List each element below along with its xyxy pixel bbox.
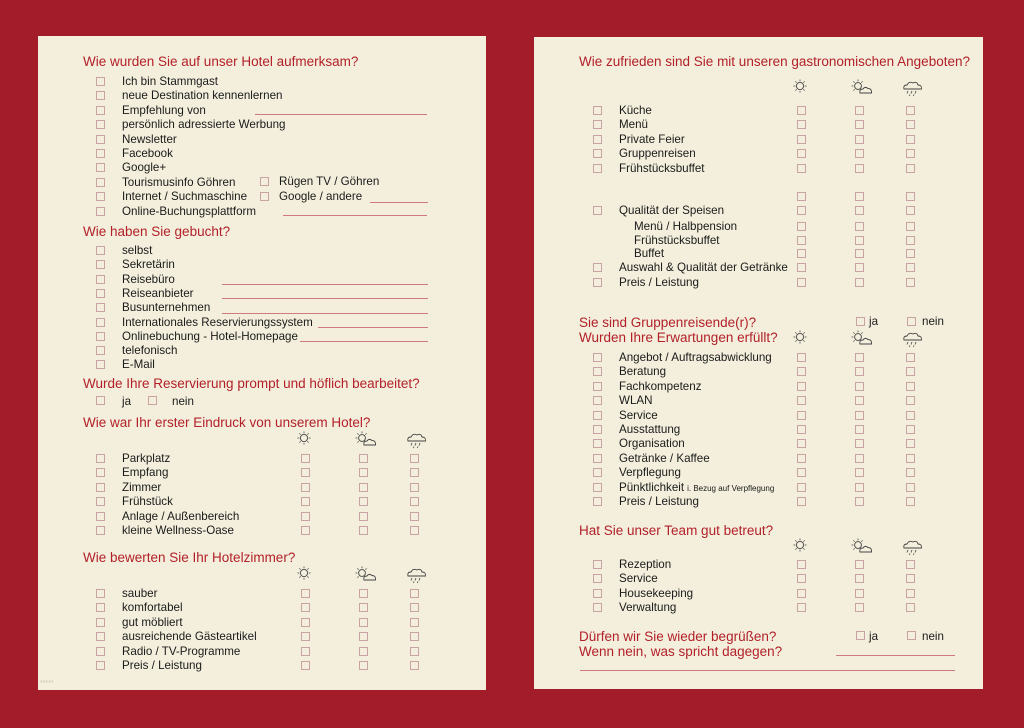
- rating-good-kleine-wellness-oase[interactable]: [301, 526, 310, 535]
- rating-bad-getraenke-kaffee[interactable]: [906, 454, 915, 463]
- rating-medium-anlage-aussenbereich[interactable]: [359, 512, 368, 521]
- option-label: Pünktlichkeit i. Bezug auf Verpflegung: [619, 480, 775, 494]
- rating-good-puenktlichkeit[interactable]: [797, 483, 806, 492]
- checkbox-service[interactable]: [593, 574, 602, 583]
- rating-medium-service[interactable]: [855, 411, 864, 420]
- rating-medium-housekeeping[interactable]: [855, 589, 864, 598]
- checkbox-reservation-yes[interactable]: [96, 396, 105, 405]
- checkbox-kueche[interactable]: [593, 106, 602, 115]
- rain-cloud-icon: [406, 566, 428, 584]
- rating-medium-organisation[interactable]: [855, 439, 864, 448]
- option-label: ja: [869, 315, 879, 328]
- option-label: Housekeeping: [619, 586, 694, 600]
- sun-icon: [793, 538, 815, 556]
- option-label: Frühstücksbuffet: [634, 233, 720, 247]
- rating-medium-fruehstuecksbuffet[interactable]: [855, 164, 864, 173]
- option-label: komfortabel: [122, 601, 183, 615]
- rating-bad-komfortabel[interactable]: [410, 603, 419, 612]
- question-heading: Wie wurden Sie auf unser Hotel aufmerksam?: [83, 54, 359, 69]
- write-in-line[interactable]: [370, 202, 428, 203]
- option-label: Gruppenreisen: [619, 147, 696, 161]
- rating-medium-wlan[interactable]: [855, 396, 864, 405]
- sun-icon: [793, 79, 815, 97]
- option-label: Angebot / Auftragsabwicklung: [619, 351, 772, 364]
- punctuality-note: i. Bezug auf Verpflegung: [687, 483, 775, 493]
- option-label: Verpflegung: [619, 466, 681, 480]
- option-label: Qualität der Speisen: [619, 204, 725, 217]
- option-label: Facebook: [122, 147, 173, 160]
- rating-good-private-feier[interactable]: [797, 135, 806, 144]
- option-label: Sekretärin: [122, 258, 175, 272]
- option-label: Zimmer: [122, 480, 162, 494]
- checkbox-facebook[interactable]: [96, 149, 105, 158]
- rating-good-menue[interactable]: [797, 120, 806, 129]
- option-label: ja: [122, 395, 132, 408]
- rating-bad-menue-halbpension[interactable]: [906, 222, 915, 231]
- sun-cloud-icon: [851, 538, 873, 556]
- option-label: Rügen TV / Göhren: [279, 175, 380, 188]
- rating-bad-fruehstuecksbuffet[interactable]: [906, 164, 915, 173]
- sun-icon: [297, 431, 319, 449]
- rating-good-verwaltung[interactable]: [797, 603, 806, 612]
- rating-bad-empfang[interactable]: [410, 468, 419, 477]
- rating-medium-kueche[interactable]: [855, 106, 864, 115]
- option-label: gut möbliert: [122, 615, 183, 629]
- rating-medium-verpflegung[interactable]: [855, 468, 864, 477]
- checkbox-gut-moebliert[interactable]: [96, 618, 105, 627]
- checkbox-verpflegung[interactable]: [593, 468, 602, 477]
- rating-bad-fruehstueck[interactable]: [410, 497, 419, 506]
- rating-bad-preis-leistung[interactable]: [410, 661, 419, 670]
- option-label: Private Feier: [619, 132, 685, 146]
- checkbox-angebot-auftragsabwicklung[interactable]: [593, 353, 602, 362]
- rating-good-rezeption[interactable]: [797, 560, 806, 569]
- checkbox-preis-leistung[interactable]: [593, 278, 602, 287]
- option-label: nein: [172, 395, 194, 408]
- rain-cloud-icon: [902, 538, 924, 556]
- checkbox-onlinebuchung-hotel-homepage[interactable]: [96, 332, 105, 341]
- checkbox-qualitaet-der-speisen[interactable]: [593, 206, 602, 215]
- rain-cloud-icon: [406, 431, 428, 449]
- rating-bad-verpflegung[interactable]: [906, 468, 915, 477]
- checkbox-parkplatz[interactable]: [96, 454, 105, 463]
- checkbox-neue-destination-kennenlernen[interactable]: [96, 91, 105, 100]
- checkbox-komfortabel[interactable]: [96, 603, 105, 612]
- write-in-line[interactable]: [836, 655, 955, 656]
- option-label: sauber: [122, 587, 158, 600]
- checkbox-internet-suchmaschine[interactable]: [96, 192, 105, 201]
- rating-medium-menue-halbpension[interactable]: [855, 222, 864, 231]
- checkbox-empfehlung-von[interactable]: [96, 106, 105, 115]
- rating-medium-zimmer[interactable]: [359, 483, 368, 492]
- checkbox-reservation-no[interactable]: [148, 396, 157, 405]
- checkbox-reisebuero[interactable]: [96, 275, 105, 284]
- option-label: Küche: [619, 104, 652, 117]
- rating-good-beratung[interactable]: [797, 367, 806, 376]
- option-label: Online-Buchungsplattform: [122, 204, 257, 218]
- checkbox-getraenke-kaffee[interactable]: [593, 454, 602, 463]
- checkbox-sauber[interactable]: [96, 589, 105, 598]
- question-heading: Wurden Ihre Erwartungen erfüllt?: [579, 330, 778, 345]
- rating-bad-qualitaet-der-speisen[interactable]: [906, 206, 915, 215]
- rating-medium-radio-tv-programme[interactable]: [359, 647, 368, 656]
- option-label: Frühstück: [122, 495, 173, 509]
- rating-bad-wlan[interactable]: [906, 396, 915, 405]
- rating-bad-spacer[interactable]: [906, 192, 915, 201]
- option-label: Organisation: [619, 437, 685, 451]
- checkbox-beratung[interactable]: [593, 367, 602, 376]
- option-label: persönlich adressierte Werbung: [122, 118, 286, 132]
- option-label: Radio / TV-Programme: [122, 644, 241, 658]
- rating-bad-service[interactable]: [906, 574, 915, 583]
- option-label: Parkplatz: [122, 452, 171, 465]
- rating-bad-radio-tv-programme[interactable]: [410, 647, 419, 656]
- option-label: Preis / Leistung: [619, 276, 699, 289]
- rating-good-komfortabel[interactable]: [301, 603, 310, 612]
- rating-bad-housekeeping[interactable]: [906, 589, 915, 598]
- option-label: Buffet: [634, 247, 665, 260]
- checkbox-busunternehmen[interactable]: [96, 303, 105, 312]
- option-label: Anlage / Außenbereich: [122, 509, 240, 523]
- rating-medium-empfang[interactable]: [359, 468, 368, 477]
- rating-medium-gruppenreisen[interactable]: [855, 149, 864, 158]
- rating-good-sauber[interactable]: [301, 589, 310, 598]
- sun-icon: [793, 330, 815, 348]
- checkbox-kleine-wellness-oase[interactable]: [96, 526, 105, 535]
- write-in-line[interactable]: [283, 215, 427, 216]
- rating-bad-anlage-aussenbereich[interactable]: [410, 512, 419, 521]
- option-label: Preis / Leistung: [619, 495, 699, 508]
- rating-medium-private-feier[interactable]: [855, 135, 864, 144]
- sun-icon: [297, 566, 319, 584]
- question-heading: Wie war Ihr erster Eindruck von unserem Hotel?: [83, 415, 371, 430]
- checkbox-sekretaerin[interactable]: [96, 260, 105, 269]
- checkbox-anlage-aussenbereich[interactable]: [96, 512, 105, 521]
- rating-medium-qualitaet-der-speisen[interactable]: [855, 206, 864, 215]
- option-label: Service: [619, 408, 658, 422]
- checkbox-group-no[interactable]: [907, 317, 916, 326]
- rating-medium-auswahl-qualitaet-der-getraenke[interactable]: [855, 263, 864, 272]
- rating-bad-verwaltung[interactable]: [906, 603, 915, 612]
- option-label: Frühstücksbuffet: [619, 161, 705, 175]
- rating-good-auswahl-qualitaet-der-getraenke[interactable]: [797, 263, 806, 272]
- checkbox-ruegen-tv-goehren[interactable]: [260, 177, 269, 186]
- checkbox-reiseanbieter[interactable]: [96, 289, 105, 298]
- rating-bad-service[interactable]: [906, 411, 915, 420]
- rating-good-parkplatz[interactable]: [301, 454, 310, 463]
- write-in-line[interactable]: [580, 670, 955, 671]
- rating-good-radio-tv-programme[interactable]: [301, 647, 310, 656]
- rating-bad-sauber[interactable]: [410, 589, 419, 598]
- rating-good-preis-leistung[interactable]: [797, 278, 806, 287]
- rating-medium-beratung[interactable]: [855, 367, 864, 376]
- rating-medium-ausreichende-gaesteartikel[interactable]: [359, 632, 368, 641]
- option-label: Empfang: [122, 466, 169, 480]
- option-label: Busunternehmen: [122, 301, 211, 315]
- rating-good-wlan[interactable]: [797, 396, 806, 405]
- rating-medium-parkplatz[interactable]: [359, 454, 368, 463]
- rating-medium-sauber[interactable]: [359, 589, 368, 598]
- rating-bad-buffet[interactable]: [906, 249, 915, 258]
- rating-good-gut-moebliert[interactable]: [301, 618, 310, 627]
- write-in-line[interactable]: [222, 284, 428, 285]
- option-label: Empfehlung von: [122, 103, 206, 117]
- rating-bad-angebot-auftragsabwicklung[interactable]: [906, 353, 915, 362]
- sun-cloud-icon: [355, 566, 377, 584]
- checkbox-google-andere[interactable]: [260, 192, 269, 201]
- checkbox-organisation[interactable]: [593, 439, 602, 448]
- write-in-line[interactable]: [222, 313, 428, 314]
- rating-good-kueche[interactable]: [797, 106, 806, 115]
- rating-good-preis-leistung[interactable]: [797, 497, 806, 506]
- rating-medium-getraenke-kaffee[interactable]: [855, 454, 864, 463]
- rating-medium-verwaltung[interactable]: [855, 603, 864, 612]
- option-label: selbst: [122, 244, 153, 257]
- option-label: Ich bin Stammgast: [122, 75, 219, 88]
- rating-good-gruppenreisen[interactable]: [797, 149, 806, 158]
- rating-bad-menue[interactable]: [906, 120, 915, 129]
- checkbox-online-buchungsplattform[interactable]: [96, 207, 105, 216]
- checkbox-radio-tv-programme[interactable]: [96, 647, 105, 656]
- checkbox-zimmer[interactable]: [96, 483, 105, 492]
- option-label: Preis / Leistung: [122, 659, 202, 672]
- rain-cloud-icon: [902, 330, 924, 348]
- rating-medium-menue[interactable]: [855, 120, 864, 129]
- rating-good-fruehstuecksbuffet[interactable]: [797, 164, 806, 173]
- rating-medium-preis-leistung[interactable]: [855, 497, 864, 506]
- question-heading: Wie zufrieden sind Sie mit unseren gastronomischen Angeboten?: [579, 54, 970, 69]
- option-label: Menü: [619, 118, 649, 132]
- write-in-line[interactable]: [300, 341, 428, 342]
- rating-bad-private-feier[interactable]: [906, 135, 915, 144]
- option-label: Getränke / Kaffee: [619, 451, 710, 465]
- rating-good-fruehstuecksbuffet[interactable]: [797, 236, 806, 245]
- checkbox-rezeption[interactable]: [593, 560, 602, 569]
- rating-good-fruehstueck[interactable]: [301, 497, 310, 506]
- question-heading: Sie sind Gruppenreisende(r)?: [579, 315, 757, 330]
- write-in-line[interactable]: [318, 327, 428, 328]
- question-heading: Wenn nein, was spricht dagegen?: [579, 644, 783, 659]
- write-in-line[interactable]: [255, 114, 427, 115]
- checkbox-ich-bin-stammgast[interactable]: [96, 77, 105, 86]
- rating-medium-fachkompetenz[interactable]: [855, 382, 864, 391]
- write-in-line[interactable]: [222, 298, 428, 299]
- option-label: Fachkompetenz: [619, 379, 702, 393]
- rating-medium-ausstattung[interactable]: [855, 425, 864, 434]
- rating-medium-preis-leistung[interactable]: [855, 278, 864, 287]
- rating-good-fachkompetenz[interactable]: [797, 382, 806, 391]
- question-heading: Wie haben Sie gebucht?: [83, 224, 231, 239]
- checkbox-google[interactable]: [96, 163, 105, 172]
- rating-bad-preis-leistung[interactable]: [906, 497, 915, 506]
- rating-medium-angebot-auftragsabwicklung[interactable]: [855, 353, 864, 362]
- option-label: ja: [869, 630, 879, 643]
- rating-bad-organisation[interactable]: [906, 439, 915, 448]
- rating-bad-ausstattung[interactable]: [906, 425, 915, 434]
- rating-bad-gruppenreisen[interactable]: [906, 149, 915, 158]
- checkbox-empfang[interactable]: [96, 468, 105, 477]
- rating-medium-spacer[interactable]: [855, 192, 864, 201]
- rating-medium-buffet[interactable]: [855, 249, 864, 258]
- checkbox-e-mail[interactable]: [96, 360, 105, 369]
- checkbox-auswahl-qualitaet-der-getraenke[interactable]: [593, 263, 602, 272]
- checkbox-gruppenreisen[interactable]: [593, 149, 602, 158]
- rating-bad-auswahl-qualitaet-der-getraenke[interactable]: [906, 263, 915, 272]
- option-label: nein: [922, 630, 944, 643]
- option-label: Auswahl & Qualität der Getränke: [619, 261, 788, 274]
- rating-bad-kueche[interactable]: [906, 106, 915, 115]
- checkbox-preis-leistung[interactable]: [593, 497, 602, 506]
- option-label: WLAN: [619, 394, 653, 408]
- rating-bad-preis-leistung[interactable]: [906, 278, 915, 287]
- checkbox-fruehstuecksbuffet[interactable]: [593, 164, 602, 173]
- rating-bad-ausreichende-gaesteartikel[interactable]: [410, 632, 419, 641]
- rating-bad-gut-moebliert[interactable]: [410, 618, 419, 627]
- checkbox-puenktlichkeit[interactable]: [593, 483, 602, 492]
- rating-good-service[interactable]: [797, 411, 806, 420]
- rating-good-empfang[interactable]: [301, 468, 310, 477]
- option-label: Ausstattung: [619, 423, 681, 436]
- rating-medium-fruehstueck[interactable]: [359, 497, 368, 506]
- checkbox-group-yes[interactable]: [856, 317, 865, 326]
- rating-medium-service[interactable]: [855, 574, 864, 583]
- rating-good-preis-leistung[interactable]: [301, 661, 310, 670]
- checkbox-persoenlich-adressierte-werbung[interactable]: [96, 120, 105, 129]
- option-label: Google / andere: [279, 190, 363, 203]
- rating-medium-gut-moebliert[interactable]: [359, 618, 368, 627]
- checkbox-verwaltung[interactable]: [593, 603, 602, 612]
- rating-good-angebot-auftragsabwicklung[interactable]: [797, 353, 806, 362]
- rain-cloud-icon: [902, 79, 924, 97]
- checkbox-menue[interactable]: [593, 120, 602, 129]
- rating-good-zimmer[interactable]: [301, 483, 310, 492]
- rating-medium-komfortabel[interactable]: [359, 603, 368, 612]
- rating-good-anlage-aussenbereich[interactable]: [301, 512, 310, 521]
- question-heading: Dürfen wir Sie wieder begrüßen?: [579, 629, 777, 644]
- option-label: kleine Wellness-Oase: [122, 524, 234, 537]
- rating-bad-kleine-wellness-oase[interactable]: [410, 526, 419, 535]
- rating-good-getraenke-kaffee[interactable]: [797, 454, 806, 463]
- checkbox-return-yes[interactable]: [856, 631, 865, 640]
- sun-cloud-icon: [851, 79, 873, 97]
- rating-good-housekeeping[interactable]: [797, 589, 806, 598]
- rating-bad-fachkompetenz[interactable]: [906, 382, 915, 391]
- rating-bad-rezeption[interactable]: [906, 560, 915, 569]
- sun-cloud-icon: [355, 431, 377, 449]
- option-label: Rezeption: [619, 558, 672, 571]
- checkbox-wlan[interactable]: [593, 396, 602, 405]
- checkbox-telefonisch[interactable]: [96, 346, 105, 355]
- checkbox-fruehstueck[interactable]: [96, 497, 105, 506]
- rating-good-qualitaet-der-speisen[interactable]: [797, 206, 806, 215]
- rating-good-menue-halbpension[interactable]: [797, 222, 806, 231]
- checkbox-ausstattung[interactable]: [593, 425, 602, 434]
- rating-bad-zimmer[interactable]: [410, 483, 419, 492]
- option-label: Internationales Reservierungssystem: [122, 315, 313, 329]
- rating-medium-kleine-wellness-oase[interactable]: [359, 526, 368, 535]
- rating-good-service[interactable]: [797, 574, 806, 583]
- question-heading: Wurde Ihre Reservierung prompt und höflich bearbeitet?: [83, 376, 420, 391]
- checkbox-fachkompetenz[interactable]: [593, 382, 602, 391]
- option-label: ausreichende Gästeartikel: [122, 630, 257, 644]
- rating-medium-puenktlichkeit[interactable]: [855, 483, 864, 492]
- rating-good-organisation[interactable]: [797, 439, 806, 448]
- checkbox-return-no[interactable]: [907, 631, 916, 640]
- question-heading: Wie bewerten Sie Ihr Hotelzimmer?: [83, 550, 296, 565]
- option-label: Newsletter: [122, 132, 177, 146]
- rating-bad-puenktlichkeit[interactable]: [906, 483, 915, 492]
- checkbox-private-feier[interactable]: [593, 135, 602, 144]
- option-label: Google+: [122, 161, 167, 175]
- rating-good-ausstattung[interactable]: [797, 425, 806, 434]
- checkbox-newsletter[interactable]: [96, 135, 105, 144]
- rating-good-spacer[interactable]: [797, 192, 806, 201]
- checkbox-selbst[interactable]: [96, 246, 105, 255]
- option-label: Menü / Halbpension: [634, 220, 738, 233]
- rating-medium-rezeption[interactable]: [855, 560, 864, 569]
- option-label: Internet / Suchmaschine: [122, 190, 248, 204]
- checkbox-ausreichende-gaesteartikel[interactable]: [96, 632, 105, 641]
- option-label: Onlinebuchung - Hotel-Homepage: [122, 329, 298, 343]
- option-label: Service: [619, 572, 658, 586]
- option-label: Verwaltung: [619, 601, 677, 615]
- option-label: Reiseanbieter: [122, 286, 194, 300]
- option-label: nein: [922, 315, 944, 328]
- option-label: Beratung: [619, 365, 667, 379]
- sun-cloud-icon: [851, 330, 873, 348]
- option-label: E-Mail: [122, 358, 155, 372]
- rating-bad-beratung[interactable]: [906, 367, 915, 376]
- rating-medium-preis-leistung[interactable]: [359, 661, 368, 670]
- checkbox-preis-leistung[interactable]: [96, 661, 105, 670]
- rating-good-buffet[interactable]: [797, 249, 806, 258]
- rating-good-ausreichende-gaesteartikel[interactable]: [301, 632, 310, 641]
- option-label: Tourismusinfo Göhren: [122, 175, 236, 189]
- rating-bad-fruehstuecksbuffet[interactable]: [906, 236, 915, 245]
- checkbox-tourismusinfo-goehren[interactable]: [96, 178, 105, 187]
- option-label: telefonisch: [122, 344, 178, 358]
- option-label: Reisebüro: [122, 272, 175, 286]
- checkbox-service[interactable]: [593, 411, 602, 420]
- rating-bad-parkplatz[interactable]: [410, 454, 419, 463]
- option-label: neue Destination kennenlernen: [122, 89, 283, 103]
- rating-good-verpflegung[interactable]: [797, 468, 806, 477]
- checkbox-internationales-reservierungssystem[interactable]: [96, 318, 105, 327]
- checkbox-housekeeping[interactable]: [593, 589, 602, 598]
- watermark: *****: [40, 680, 54, 687]
- rating-medium-fruehstuecksbuffet[interactable]: [855, 236, 864, 245]
- question-heading: Hat Sie unser Team gut betreut?: [579, 523, 774, 538]
